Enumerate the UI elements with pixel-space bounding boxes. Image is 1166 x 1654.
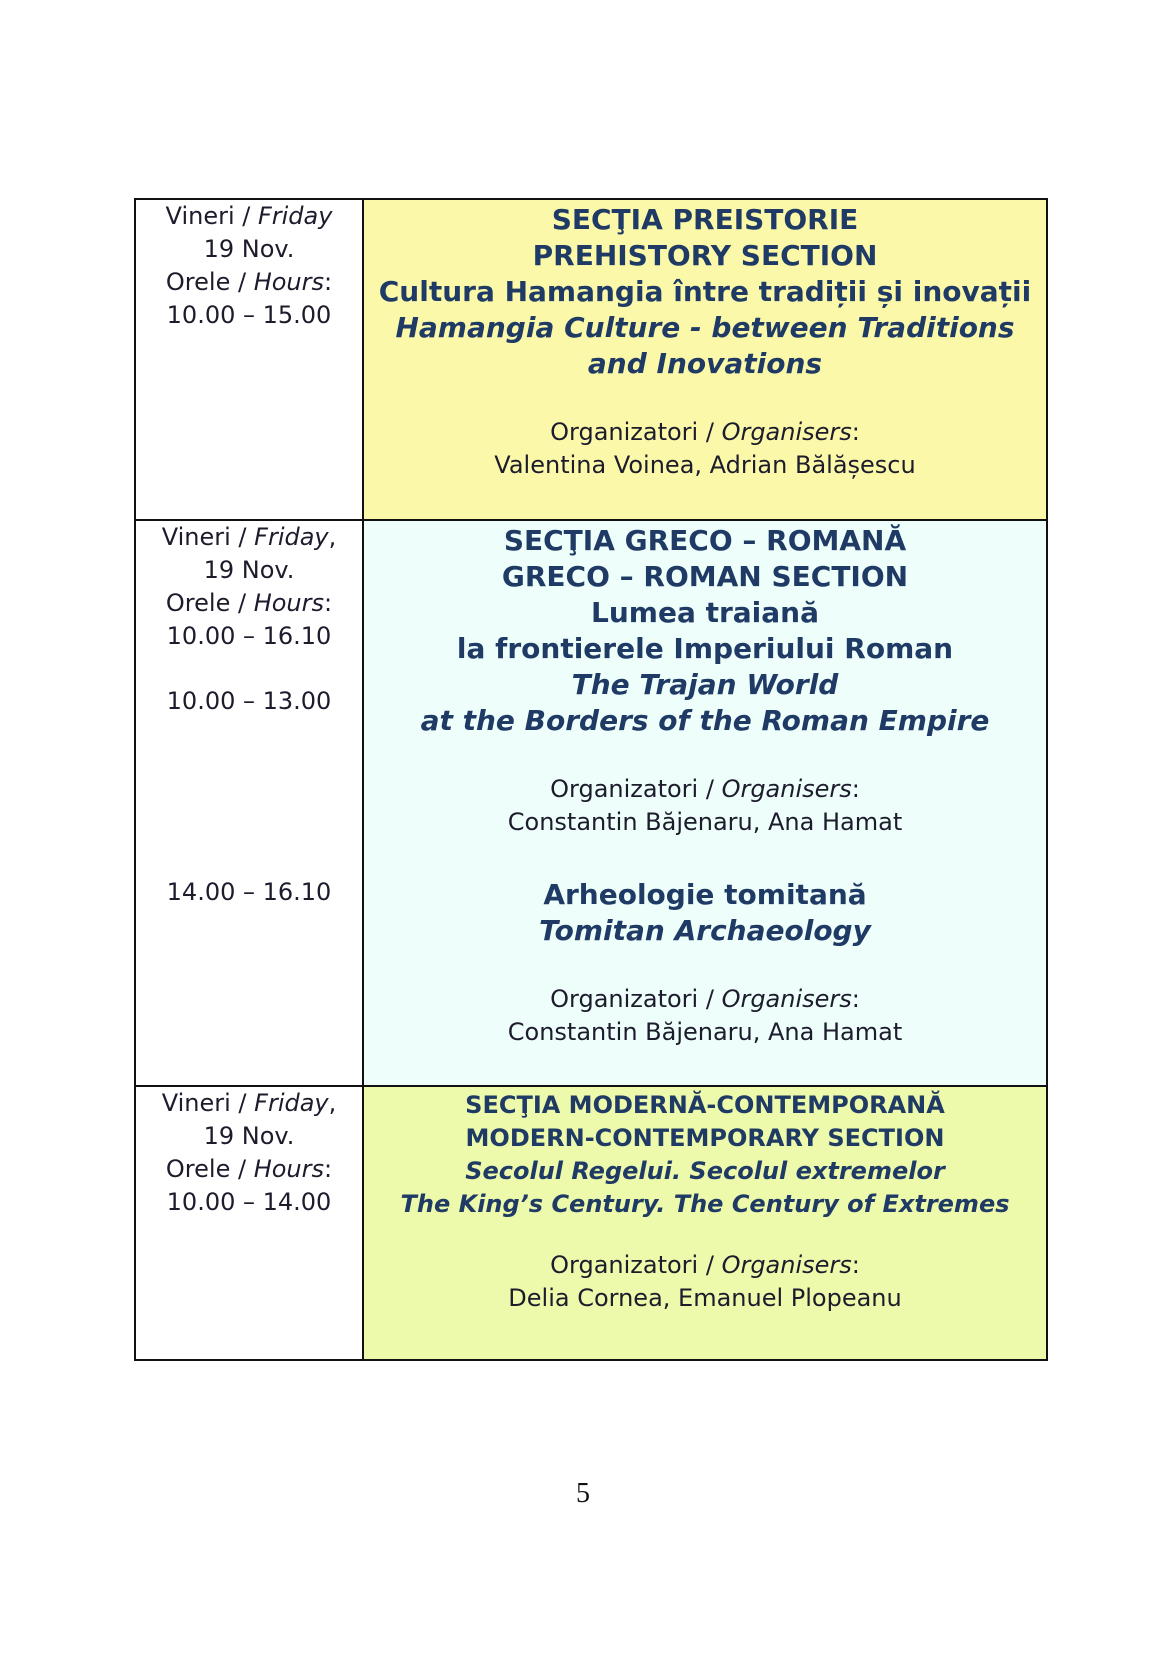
time-range: 14.00 – 16.10 xyxy=(166,878,332,906)
date: 19 Nov. xyxy=(203,556,295,584)
hours-line: Orele / Hours: xyxy=(165,268,333,296)
section-cell-prehistory xyxy=(363,199,1047,520)
topic-title-en: at the Borders of the Roman Empire xyxy=(420,704,990,737)
topic-title-ro: Secolul Regelui. Secolul extremelor xyxy=(465,1157,945,1185)
subsection-title-ro: Arheologie tomitană xyxy=(543,878,867,911)
organisers-names: Delia Cornea, Emanuel Plopeanu xyxy=(508,1284,902,1312)
page-number: 5 xyxy=(576,1478,590,1509)
topic-title-en: and Inovations xyxy=(587,347,823,380)
hours-line: Orele / Hours: xyxy=(165,1155,333,1183)
schedule-cell-time xyxy=(135,199,363,520)
topic-title-en: The Trajan World xyxy=(571,668,839,701)
organisers-label: Organizatori / Organisers: xyxy=(550,1251,860,1279)
hours-line: Orele / Hours: xyxy=(165,589,333,617)
date: 19 Nov. xyxy=(203,235,295,263)
section-title-ro: SECŢIA PREISTORIE xyxy=(551,203,859,236)
topic-title-ro: Lumea traiană xyxy=(591,596,819,629)
time-range: 10.00 – 14.00 xyxy=(166,1188,332,1216)
organisers-label: Organizatori / Organisers: xyxy=(550,418,860,446)
day-line: Vineri / Friday, xyxy=(161,1089,337,1117)
table-row xyxy=(135,199,1047,520)
topic-title-ro: la frontierele Imperiului Roman xyxy=(456,632,954,665)
table-row xyxy=(135,1086,1047,1360)
date: 19 Nov. xyxy=(203,1122,295,1150)
section-title-ro: SECŢIA GRECO – ROMANĂ xyxy=(503,524,907,557)
schedule-cell-time xyxy=(135,1086,363,1360)
day-line: Vineri / Friday, xyxy=(161,523,337,551)
organisers-names: Constantin Băjenaru, Ana Hamat xyxy=(507,808,903,836)
table-row xyxy=(135,520,1047,1086)
organisers-label: Organizatori / Organisers: xyxy=(550,985,860,1013)
subsection-title-en: Tomitan Archaeology xyxy=(539,914,871,947)
time-range: 10.00 – 13.00 xyxy=(166,687,332,715)
section-title-ro: SECŢIA MODERNĂ-CONTEMPORANĂ xyxy=(465,1091,945,1119)
section-cell-modern-contemporary xyxy=(363,1086,1047,1360)
schedule-cell-time xyxy=(135,520,363,1086)
section-cell-greco-roman xyxy=(363,520,1047,1086)
section-title-en: PREHISTORY SECTION xyxy=(532,239,878,272)
organisers-names: Constantin Băjenaru, Ana Hamat xyxy=(507,1018,903,1046)
schedule-table xyxy=(134,198,1048,1361)
organisers-names: Valentina Voinea, Adrian Bălășescu xyxy=(494,451,916,479)
section-title-en: MODERN-CONTEMPORARY SECTION xyxy=(465,1124,945,1152)
day-line: Vineri / Friday xyxy=(165,202,333,230)
topic-title-en: The King’s Century. The Century of Extremes xyxy=(400,1190,1010,1218)
topic-title-en: Hamangia Culture - between Traditions xyxy=(395,311,1015,344)
organisers-label: Organizatori / Organisers: xyxy=(550,775,860,803)
topic-title-ro: Cultura Hamangia între tradiții și inovații xyxy=(378,275,1032,308)
time-range: 10.00 – 16.10 xyxy=(166,622,332,650)
time-range: 10.00 – 15.00 xyxy=(166,301,332,329)
section-title-en: GRECO – ROMAN SECTION xyxy=(501,560,909,593)
